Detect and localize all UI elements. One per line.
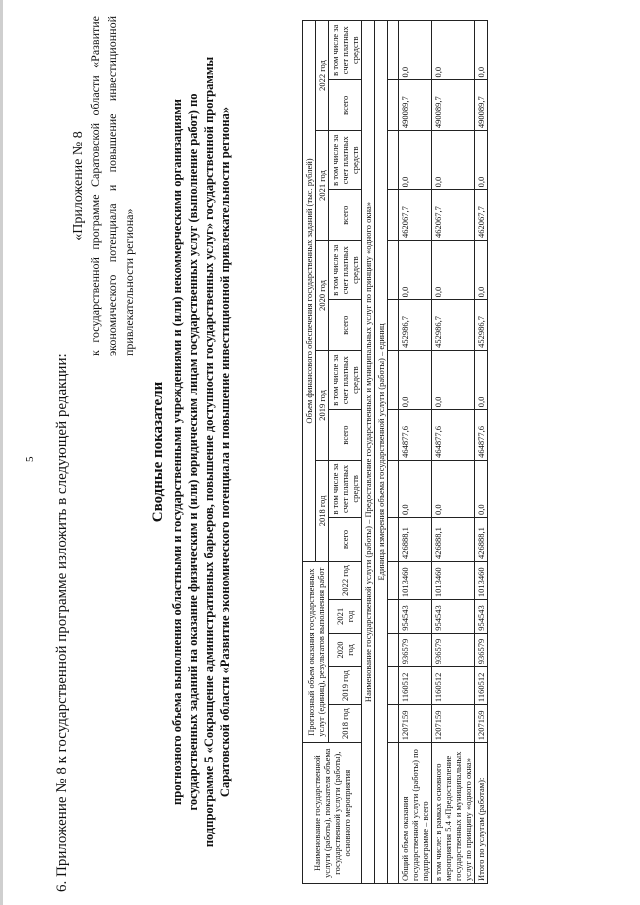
forecast-year: 2018 год xyxy=(329,705,362,743)
index-cell xyxy=(388,300,399,351)
col-total: всего xyxy=(329,410,362,461)
cell-value: 464877,6 xyxy=(475,410,488,461)
cell-value: 452986,7 xyxy=(432,300,475,351)
cell-value: 462067,7 xyxy=(432,190,475,241)
cell-value: 1160512 xyxy=(432,667,475,705)
table-row xyxy=(399,21,432,884)
document-subtitle: прогнозного объема выполнения областными и государственными учреждениями и (или) некоммерческими организациями государственных заданий на оказание физическим и (или) юридическим лицам государственных услуг (выполнение работ) по подпрограмме 5 «Сокращение административных барьеров, повышение доступности государственных услуг» государственной программы Саратовской области «Развитие экономического потенциала и повышение инвестиционной привлекательности региона» xyxy=(170,56,232,848)
appendix-title: «Приложение № 8 xyxy=(71,131,86,241)
cell-value: 0,0 xyxy=(432,131,475,190)
cell-value: 1160512 xyxy=(399,667,432,705)
cell-value: 1013460 xyxy=(475,561,488,599)
cell-value: 452986,7 xyxy=(475,300,488,351)
index-cell xyxy=(388,705,399,743)
index-cell xyxy=(388,350,399,409)
year-2022: 2022 год xyxy=(316,21,329,131)
col-paid: в том числе за счет платных средств xyxy=(329,21,362,81)
index-cell xyxy=(388,80,399,131)
page-number: 5 xyxy=(24,456,36,462)
year-2020: 2020 год xyxy=(316,240,329,350)
index-cell xyxy=(388,667,399,705)
index-cell xyxy=(388,21,399,81)
cell-value: 0,0 xyxy=(475,131,488,190)
cell-value: 936579 xyxy=(432,633,475,667)
cell-value: 490089,7 xyxy=(475,80,488,131)
indicators-table xyxy=(302,20,488,884)
index-cell xyxy=(388,743,399,884)
cell-value: 1013460 xyxy=(432,561,475,599)
document-title: Сводные показатели xyxy=(150,381,166,523)
col-paid: в том числе за счет платных средств xyxy=(329,131,362,190)
table-row xyxy=(475,21,488,884)
cell-value: 1207159 xyxy=(475,705,488,743)
col-total: всего xyxy=(329,80,362,131)
col-paid: в том числе за счет платных средств xyxy=(329,350,362,409)
cell-value: 0,0 xyxy=(475,350,488,409)
index-cell xyxy=(388,633,399,667)
header-finance: Объем финансового обеспечения государственных заданий (тыс. рублей) xyxy=(303,21,316,562)
col-total: всего xyxy=(329,517,362,561)
year-2018: 2018 год xyxy=(316,460,329,561)
cell-value: 1160512 xyxy=(475,667,488,705)
cell-value: 426888,1 xyxy=(399,517,432,561)
cell-value: 0,0 xyxy=(432,21,475,81)
col-paid: в том числе за счет платных средств xyxy=(329,240,362,299)
cell-value: 0,0 xyxy=(475,240,488,299)
index-cell xyxy=(388,410,399,461)
intro-line: 6. Приложение № 8 к государственной программе изложить в следующей редакции: xyxy=(54,353,70,892)
forecast-year: 2021 год xyxy=(329,600,362,634)
cell-value: 1013460 xyxy=(399,561,432,599)
cell-value: 954543 xyxy=(475,600,488,634)
cell-value: 0,0 xyxy=(475,460,488,517)
year-2019: 2019 год xyxy=(316,350,329,460)
cell-value: 462067,7 xyxy=(475,190,488,241)
row-label: Общий объем оказания государственной услуги (работы) по подпрограмме – всего xyxy=(399,743,432,884)
cell-value: 936579 xyxy=(399,633,432,667)
service-name-row: Наименование государственной услуги (работы) – Предоставление государственных и муниципальных услуг по принципу «одного окна» xyxy=(362,21,375,884)
index-cell xyxy=(388,460,399,517)
index-cell xyxy=(388,131,399,190)
forecast-year: 2022 год xyxy=(329,561,362,599)
appendix-block xyxy=(70,16,138,356)
header-forecast: Прогнозный объем оказания государственных услуг (единиц), результатов выполнения работ xyxy=(303,561,329,742)
rotated-page xyxy=(20,12,620,892)
col-total: всего xyxy=(329,300,362,351)
index-cell xyxy=(388,561,399,599)
cell-value: 0,0 xyxy=(432,350,475,409)
index-cell xyxy=(388,190,399,241)
cell-value: 0,0 xyxy=(475,21,488,81)
cell-value: 0,0 xyxy=(399,460,432,517)
cell-value: 1207159 xyxy=(399,705,432,743)
row-label: в том числе: в рамках основного мероприятия 5.4 «Предоставление государственных и муниципальных услуг по принципу «одного окна» xyxy=(432,743,475,884)
cell-value: 0,0 xyxy=(399,21,432,81)
cell-value: 490089,7 xyxy=(432,80,475,131)
header-name: Наименование государственной услуги (работы), показателя объема государственной услуги (работы), основного мероприятия xyxy=(303,743,362,884)
cell-value: 464877,6 xyxy=(399,410,432,461)
forecast-year: 2019 год xyxy=(329,667,362,705)
cell-value: 954543 xyxy=(432,600,475,634)
cell-value: 462067,7 xyxy=(399,190,432,241)
cell-value: 954543 xyxy=(399,600,432,634)
year-2021: 2021 год xyxy=(316,131,329,241)
cell-value: 1207159 xyxy=(432,705,475,743)
appendix-text: к государственной программе Саратовской области «Развитие экономического потенциала и повышение инвестиционной привлекательности региона» xyxy=(88,16,136,356)
cell-value: 0,0 xyxy=(432,240,475,299)
cell-value: 0,0 xyxy=(399,240,432,299)
cell-value: 452986,7 xyxy=(399,300,432,351)
cell-value: 0,0 xyxy=(432,460,475,517)
forecast-year: 2020 год xyxy=(329,633,362,667)
scan-edge xyxy=(0,0,3,905)
row-label: Итого по услугам (работам): xyxy=(475,743,488,884)
table-row xyxy=(432,21,475,884)
cell-value: 490089,7 xyxy=(399,80,432,131)
cell-value: 0,0 xyxy=(399,350,432,409)
unit-row: Единица измерения объема государственной услуги (работы) – единиц xyxy=(375,21,388,884)
cell-value: 0,0 xyxy=(399,131,432,190)
title-block xyxy=(150,52,233,852)
col-total: всего xyxy=(329,190,362,241)
index-cell xyxy=(388,240,399,299)
col-paid: в том числе за счет платных средств xyxy=(329,460,362,517)
cell-value: 426888,1 xyxy=(475,517,488,561)
cell-value: 936579 xyxy=(475,633,488,667)
index-cell xyxy=(388,600,399,634)
index-cell xyxy=(388,517,399,561)
cell-value: 464877,6 xyxy=(432,410,475,461)
cell-value: 426888,1 xyxy=(432,517,475,561)
